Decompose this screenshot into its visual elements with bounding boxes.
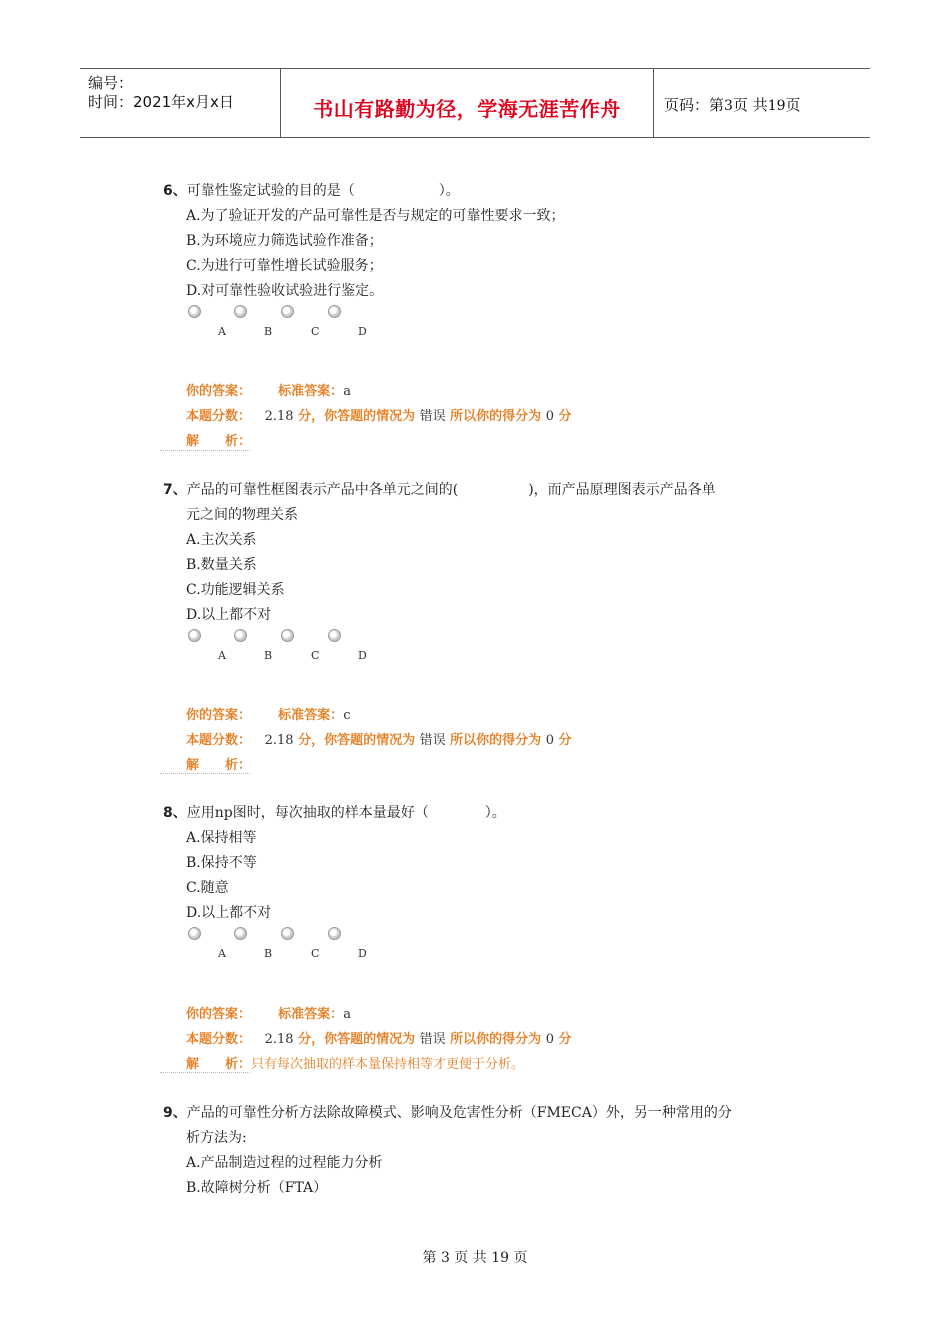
score-line: 本题分数： 2.18 分，你答题的情况为 错误 所以你的得分为 0 分	[186, 1032, 572, 1047]
answer-line: 你的答案： 标准答案：a	[186, 384, 351, 399]
question-stem: 7、产品的可靠性框图表示产品中各单元之间的( )，而产品原理图表示产品各单	[163, 482, 716, 498]
option-d: D.以上都不对	[186, 905, 272, 921]
radio-b[interactable]	[234, 927, 247, 940]
radio-a[interactable]	[188, 927, 201, 940]
divider	[160, 1072, 250, 1073]
option-b: B.故障树分析（FTA）	[186, 1180, 328, 1196]
question-stem-cont: 元之间的物理关系	[186, 507, 298, 523]
question-stem-cont: 析方法为:	[186, 1130, 247, 1146]
radio-label-c: C	[311, 325, 320, 338]
motto: 书山有路勤为径，学海无涯苦作舟	[313, 97, 621, 121]
option-b: B.为环境应力筛选试验作准备；	[186, 233, 383, 249]
option-c: C.随意	[186, 880, 229, 896]
answer-line: 你的答案： 标准答案：c	[186, 708, 351, 723]
option-c: C.为进行可靠性增长试验服务；	[186, 258, 383, 274]
analysis-line: 解 析：	[186, 758, 252, 773]
result: 错误	[419, 1032, 446, 1047]
header-page-cell	[654, 69, 870, 137]
question-stem: 8、应用np图时，每次抽取的样本量最好（ ）。	[163, 805, 506, 821]
time-label: 时间：2021年x月x日	[88, 93, 234, 111]
option-b: B.保持不等	[186, 855, 257, 871]
radio-c[interactable]	[281, 927, 294, 940]
option-a: A.为了验证开发的产品可靠性是否与规定的可靠性要求一致；	[186, 208, 565, 224]
radio-label-c: C	[311, 947, 320, 960]
radio-d[interactable]	[328, 629, 341, 642]
result: 错误	[419, 409, 446, 424]
radio-c[interactable]	[281, 629, 294, 642]
page-total: 19	[767, 98, 786, 114]
answer-line: 你的答案： 标准答案：a	[186, 1007, 351, 1022]
radio-label-b: B	[264, 325, 273, 338]
divider	[160, 773, 250, 774]
radio-a[interactable]	[188, 629, 201, 642]
page-current: 3	[724, 98, 733, 114]
option-b: B.数量关系	[186, 557, 257, 573]
radio-b[interactable]	[234, 629, 247, 642]
option-d: D.对可靠性验收试验进行鉴定。	[186, 283, 384, 299]
page-indicator: 页码：第3页 共19页	[664, 96, 801, 114]
radio-d[interactable]	[328, 927, 341, 940]
radio-a[interactable]	[188, 305, 201, 318]
radio-label-d: D	[358, 947, 367, 960]
radio-label-d: D	[358, 649, 367, 662]
score-line: 本题分数： 2.18 分，你答题的情况为 错误 所以你的得分为 0 分	[186, 409, 572, 424]
radio-d[interactable]	[328, 305, 341, 318]
standard-answer: a	[343, 1007, 351, 1022]
radio-label-c: C	[311, 649, 320, 662]
option-a: A.主次关系	[186, 532, 257, 548]
option-d: D.以上都不对	[186, 607, 272, 623]
radio-label-a: A	[218, 325, 226, 338]
radio-label-b: B	[264, 649, 273, 662]
divider	[160, 450, 250, 451]
analysis-line: 解 析：	[186, 434, 252, 449]
standard-answer: a	[343, 384, 351, 399]
radio-label-d: D	[358, 325, 367, 338]
option-a: A.产品制造过程的过程能力分析	[186, 1155, 383, 1171]
option-c: C.功能逻辑关系	[186, 582, 285, 598]
page-footer: 第 3 页 共 19 页	[422, 1250, 528, 1266]
header-meta-cell	[80, 69, 281, 137]
question-stem: 9、产品的可靠性分析方法除故障模式、影响及危害性分析（FMECA）外，另一种常用的分	[163, 1105, 732, 1121]
radio-label-a: A	[218, 649, 226, 662]
header-motto-cell	[281, 69, 654, 137]
document-header	[80, 68, 870, 138]
radio-b[interactable]	[234, 305, 247, 318]
analysis-line: 解 析：只有每次抽取的样本量保持相等才更便于分析。	[186, 1057, 525, 1072]
result: 错误	[419, 733, 446, 748]
question-stem: 6、可靠性鉴定试验的目的是（ ）。	[163, 183, 460, 199]
radio-label-a: A	[218, 947, 226, 960]
score-line: 本题分数： 2.18 分，你答题的情况为 错误 所以你的得分为 0 分	[186, 733, 572, 748]
radio-label-b: B	[264, 947, 273, 960]
option-a: A.保持相等	[186, 830, 257, 846]
standard-answer: c	[343, 708, 351, 723]
radio-c[interactable]	[281, 305, 294, 318]
number-label: 编号：	[88, 74, 134, 92]
